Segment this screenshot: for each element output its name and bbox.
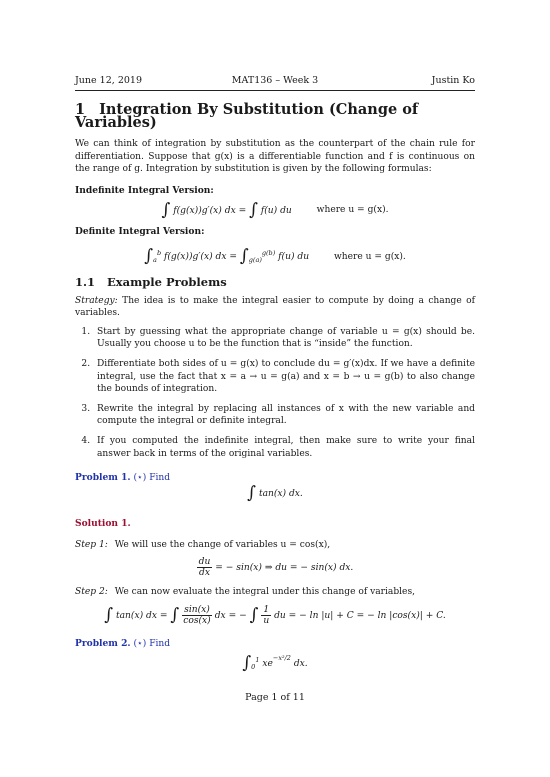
problem-2-star: (⋆) xyxy=(133,638,147,649)
step-2-text: We can now evaluate the integral under this change of variables, xyxy=(114,587,415,598)
intro-paragraph: We can think of integration by substitution as the counterpart of the chain rule for differentiation. Suppose that g(x) is a differentiable function and f is continuous on the range of g. Integration by substitution is given by the following formulas: xyxy=(75,139,475,175)
subsection-number: 1.1 xyxy=(75,274,96,289)
header-date: June 12, 2019 xyxy=(75,75,142,86)
definite-upper-b: b xyxy=(156,248,162,257)
section-heading xyxy=(75,101,475,131)
page-footer: Page 1 of 11 xyxy=(245,692,305,703)
problem-2-tail: dx. xyxy=(293,659,308,670)
problem-1-star: (⋆) xyxy=(133,473,147,484)
frac-one: 1 xyxy=(263,604,270,615)
header-rule xyxy=(75,90,475,91)
indefinite-rhs: f(u) du xyxy=(260,205,292,216)
problem-1-integral: ∫ tan(x) dx. xyxy=(247,482,303,503)
list-item: 1. Start by guessing what the appropriate change of variable u = g(x) should be. Usually you choose u to be the function that is “inside” the function. xyxy=(93,326,475,351)
deriv-rest: = − sin(x) ⇒ du = − sin(x) dx. xyxy=(215,563,354,574)
deriv-denominator: dx xyxy=(199,568,210,579)
indefinite-heading: Indefinite Integral Version: xyxy=(75,184,214,196)
problem-2-upper: 1 xyxy=(255,656,260,665)
solution-1-step-2 xyxy=(75,586,475,599)
step-2-label: Step 2: xyxy=(75,587,108,598)
problem-1-verb: Find xyxy=(149,473,171,484)
definite-formula: $\int_a^b$ f(g(x))g′(x) dx = $\int_{g(a)}^{g(b)}$ f(u) du where u = g(x). xyxy=(144,245,406,266)
indefinite-lhs: f(g(x))g′(x) dx = xyxy=(173,205,247,216)
frac-u: u xyxy=(263,615,270,626)
indefinite-formula: ∫ f(g(x))g′(x) dx = ∫ f(u) du where u = g(x). xyxy=(161,199,389,220)
header-course: MAT136 – Week 3 xyxy=(231,75,319,86)
page-content xyxy=(75,101,475,680)
problem-1-integrand: tan(x) dx. xyxy=(258,488,303,499)
solution-1-step-1 xyxy=(75,539,475,552)
definite-rhs: f(u) du xyxy=(278,251,310,262)
frac-cos: cos(x) xyxy=(183,615,211,626)
problem-2-label: Problem 2. xyxy=(75,637,131,649)
steps-list xyxy=(75,326,475,460)
step-1-label: Step 1: xyxy=(75,539,108,550)
eq-part-b: dx = − xyxy=(214,610,247,621)
definite-upper-gb: g(b) xyxy=(261,248,276,257)
header-author: Justin Ko xyxy=(431,75,475,86)
step-1-text: We will use the change of variables u = cos(x), xyxy=(114,539,331,550)
frac-sin: sin(x) xyxy=(184,604,210,615)
definite-where: where u = g(x). xyxy=(333,251,406,262)
section-number: 1 xyxy=(75,101,86,118)
eq-part-a: tan(x) dx = xyxy=(115,610,168,621)
page-header xyxy=(75,75,475,89)
list-item: 2. Differentiate both sides of u = g(x) to conclude du = g′(x)dx. If we have a definite integral, use the fact that x = a → u = g(a) and x = b → u = g(b) to also change the bounds of integration. xyxy=(93,358,475,396)
problem-2-integrand: xe xyxy=(262,659,273,670)
solution-equation: ∫ tan(x) dx = ∫ $\frac{\sin(x)}{\cos(x)}$ dx = − ∫ $\frac{1}{u}$ du = − ln |u| + C = − ln |cos(x)| + C. xyxy=(104,604,446,626)
deriv-numerator: du xyxy=(198,557,211,568)
problem-2-integral: $\int_0^1$ $xe^{-x^2/2}$ dx. xyxy=(242,653,308,674)
list-item: 4. If you computed the indefinite integral, then make sure to write your final answer back in terms of the original variables. xyxy=(93,435,475,460)
definite-lower-ga: g(a) xyxy=(248,255,262,264)
subsection-heading xyxy=(75,276,475,289)
problem-2 xyxy=(75,638,475,651)
derivative-equation xyxy=(75,557,475,578)
list-item: 3. Rewrite the integral by replacing all instances of x with the new variable and compute the integral or definite integral. xyxy=(93,403,475,428)
solution-1-label: Solution 1. xyxy=(75,518,131,530)
strategy-paragraph xyxy=(75,295,475,320)
definite-lhs: f(g(x))g′(x) dx = xyxy=(164,251,237,262)
problem-2-lower: 0 xyxy=(251,663,256,672)
problem-2-exponent: −x²/2 xyxy=(272,654,291,663)
problem-1 xyxy=(75,472,475,485)
section-title: Integration By Substitution (Change of Variables) xyxy=(75,101,419,131)
subsection-title: Example Problems xyxy=(107,274,227,289)
strategy-text: The idea is to make the integral easier to compute by doing a change of variables. xyxy=(75,295,475,319)
definite-heading: Definite Integral Version: xyxy=(75,225,205,237)
eq-part-c: du = − ln |u| + C = − ln |cos(x)| + C. xyxy=(274,610,446,621)
strategy-label: Strategy: xyxy=(75,295,118,306)
definite-lower-a: a xyxy=(153,255,157,264)
problem-1-label: Problem 1. xyxy=(75,472,131,484)
problem-2-verb: Find xyxy=(149,638,171,649)
indefinite-where: where u = g(x). xyxy=(316,205,389,216)
